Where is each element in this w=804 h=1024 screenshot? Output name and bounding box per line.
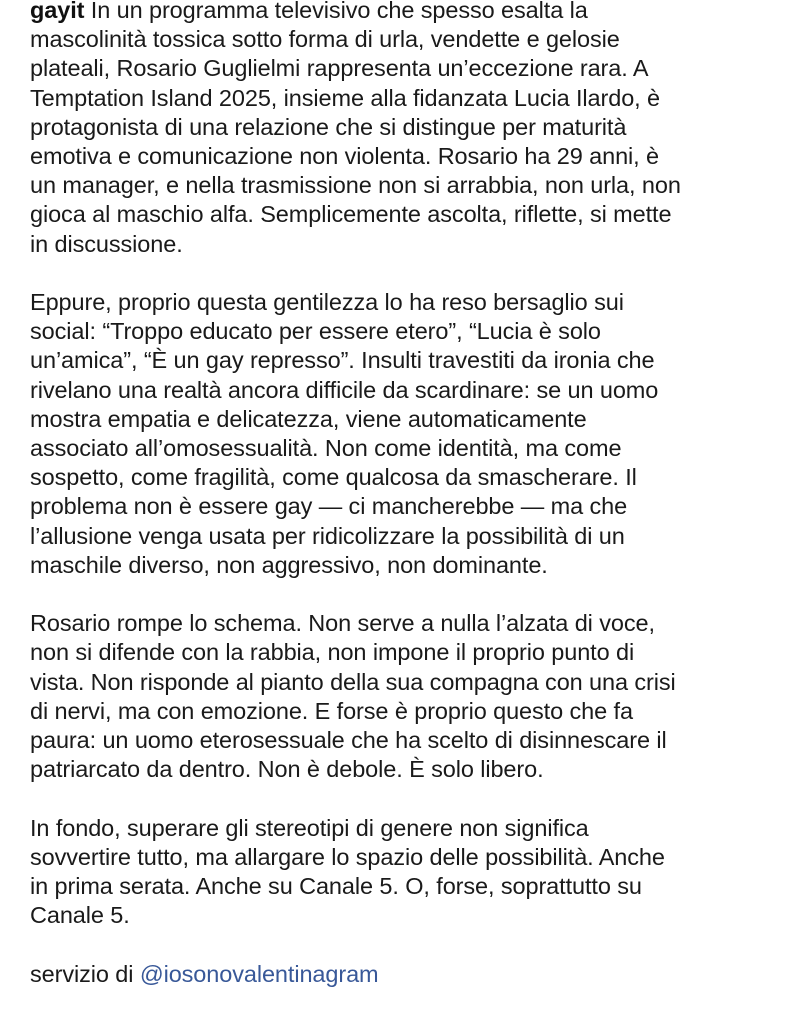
credit-prefix: servizio di xyxy=(30,960,140,987)
caption-paragraph-2: Eppure, proprio questa gentilezza lo ha reso bersaglio sui social: “Troppo educato per essere etero”, “Lucia è solo un’amica”, “È un gay represso”. Insulti travestiti da ironia che rivelano una realtà ancora difficile da scardinare: se un uomo mostra empatia e delicatezza, viene automaticamente associato all’omosessualità. Non come identità, ma come sospetto, come fragilità, come qualcosa da smascherare. Il problema non è essere gay — ci mancherebbe — ma che l’allusione venga usata per ridicolizzare la possibilità di un maschile diverso, non aggressivo, non dominante. xyxy=(30,289,659,578)
mention-link[interactable]: @iosonovalentinagram xyxy=(139,960,379,987)
caption-text-1: In un programma televisivo che spesso esalta la mascolinità tossica sotto forma di urla, vendette e gelosie plateali, Rosario Guglielmi rappresenta un’eccezione rara. A Temptation Island 2025, insieme alla fidanzata Lucia Ilardo, è protagonista di una relazione che si distingue per maturità emotiva e comunicazione non violenta. Rosario ha 29 anni, è un manager, e nella trasmissione non si arrabbia, non urla, non gioca al maschio alfa. Semplicemente ascolta, riflette, si mette in discussione. xyxy=(30,0,681,257)
caption-paragraph-4: In fondo, superare gli stereotipi di genere non significa sovvertire tutto, ma allargare lo spazio delle possibilità. Anche in prima serata. Anche su Canale 5. O, forse, soprattutto su Canale 5. xyxy=(30,814,665,929)
caption-credit xyxy=(30,960,790,989)
caption-paragraph-1 xyxy=(30,0,790,259)
caption-paragraph-3: Rosario rompe lo schema. Non serve a nulla l’alzata di voce, non si difende con la rabbia, non impone il proprio punto di vista. Non risponde al pianto della sua compagna con una crisi di nervi, ma con emozione. E forse è proprio questo che fa paura: un uomo eterosessuale che ha scelto di disinnescare il patriarcato da dentro. Non è debole. È solo libero. xyxy=(30,610,676,783)
post-caption xyxy=(30,0,790,1018)
username-link[interactable]: gayit xyxy=(30,0,85,23)
